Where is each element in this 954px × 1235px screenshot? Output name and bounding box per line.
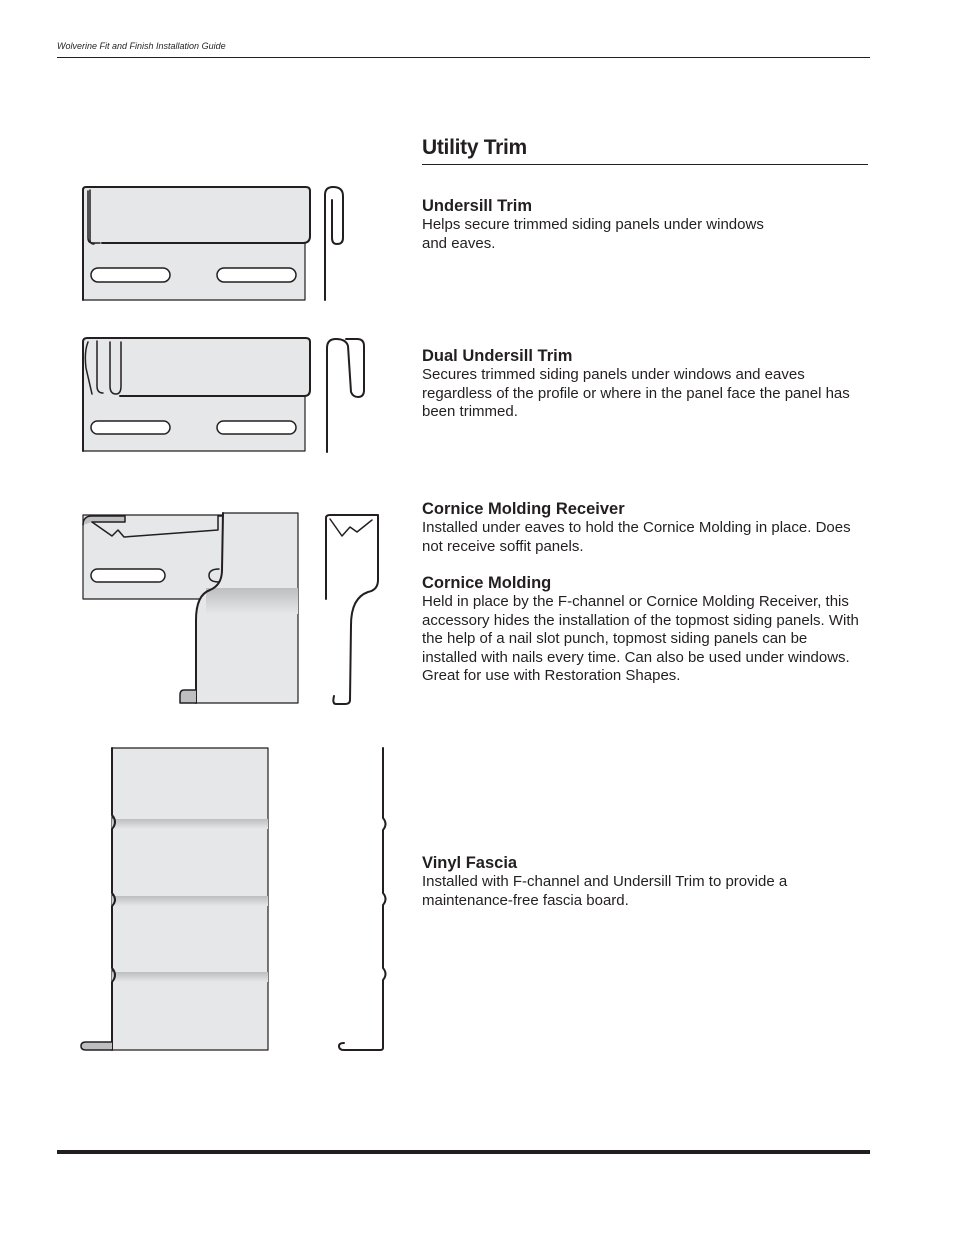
dual-undersill-trim-profile-drawing bbox=[327, 339, 364, 452]
item-description: Installed under eaves to hold the Cornice Molding in place. Does not receive soffit panels. bbox=[422, 519, 851, 555]
vinyl-fascia-profile-drawing bbox=[339, 748, 386, 1050]
item-title: Cornice Molding bbox=[422, 574, 552, 592]
footer-rule bbox=[57, 1150, 870, 1154]
item-description: Helps secure trimmed siding panels under windows and eaves. bbox=[422, 216, 764, 252]
item-description: Installed with F-channel and Undersill Trim to provide a maintenance-free fascia board. bbox=[422, 873, 788, 909]
cornice-molding-profile-drawing bbox=[326, 515, 378, 704]
item-title: Vinyl Fascia bbox=[422, 854, 518, 872]
vinyl-fascia-drawing bbox=[81, 748, 268, 1050]
dual-undersill-trim-panel-drawing bbox=[83, 338, 310, 451]
item-description: Secures trimmed siding panels under windows and eaves regardless of the profile or where in the panel face the panel has been trimmed. bbox=[422, 366, 850, 421]
item-title: Undersill Trim bbox=[422, 197, 533, 215]
section-title: Utility Trim bbox=[422, 136, 527, 159]
undersill-trim-panel-drawing bbox=[83, 187, 310, 300]
running-header: Wolverine Fit and Finish Installation Guide bbox=[57, 41, 226, 51]
undersill-trim-profile-drawing bbox=[325, 187, 343, 300]
cornice-molding-receiver-drawing bbox=[83, 515, 227, 599]
item-title: Dual Undersill Trim bbox=[422, 347, 573, 365]
item-description: Held in place by the F-channel or Cornice Molding Receiver, this accessory hides the installation of the topmost siding panels. With the help of a nail slot punch, topmost siding panels can be installed with nails every time. Can also be used under windows. Great for use with Restoration Shapes. bbox=[422, 593, 859, 685]
item-title: Cornice Molding Receiver bbox=[422, 500, 625, 518]
